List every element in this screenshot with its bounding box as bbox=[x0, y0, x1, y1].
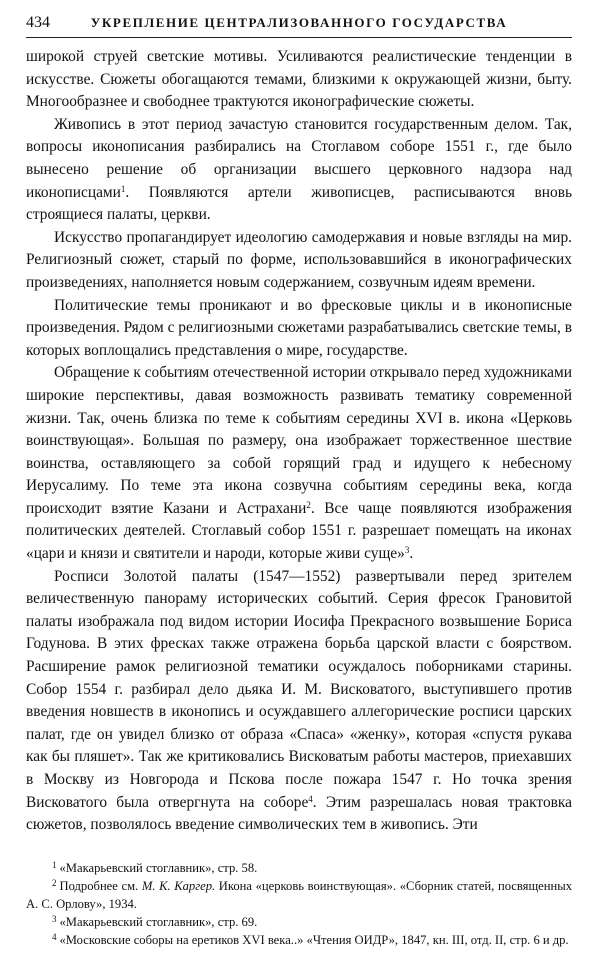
paragraph-5: Обращение к событиям отечественной истории открывало перед художниками широкие перспективы, давая возможность развивать тематику современной жизни. Так, очень близка по теме к событиям середины XVI в. икона «Церковь воинствующая». Большая по размеру, она изображает торжественное шествие воинства, оставляющего за собой горящий град и идущего к небесному Иерусалиму. По теме эта икона созвучна событиям середины века, когда происходит взятие Казани и Астрахани$^2$. Все чаще появляются изображения политических деятелей. Стоглавый собор 1551 г. разрешает помещать на иконах «цари и князи и святители и народи, которые живи суще»$^3$. bbox=[26, 364, 572, 563]
footnote-2: $^2$ Подробнее см. М. К. Каргер. Икона «церковь воинствующая». «Сборник статей, посвященных А. С. Орлову», 1934. bbox=[26, 877, 572, 911]
page-number: 434 bbox=[26, 14, 50, 31]
paragraph-6: Росписи Золотой палаты (1547—1552) развертывали перед зрителем величественную панораму исторических событий. Серия фресок Грановитой палаты изображала под видом истории Иосифа Прекрасного возвышение Бориса Годунова. В этих фресках также отражена борьба царской власти с боярством. Расширение рамок религиозной тематики осуждалось поборниками старины. Собор 1554 г. разбирал дело дьяка И. М. Висковатого, выступившего против введения новшеств в иконопись и осуждавшего аллегорические росписи царских палат, где он увидел близко от образа «Спаса» «женку», которая «спустя рукава как бы пляшет». Так же критиковались Висковатым работы мастеров, приехавших в Москву из Новгорода и Пскова после пожара 1547 г. Но точка зрения Висковатого была отвергнута на соборе$^4$. Этим разрешалась новая трактовка сюжетов, позволялось введение символических тем в живопись. Эти bbox=[26, 567, 572, 834]
footnote-1: $^1$ «Макарьевский стоглавник», стр. 58. bbox=[52, 859, 258, 875]
paragraph-1: широкой струей светские мотивы. Усиливаются реалистические тенденции в искусстве. Сюжеты обогащаются темами, близкими к окружающей жизни, быту. Многообразнее и свободнее трактуются иконографические сюжеты. bbox=[26, 48, 572, 111]
paragraph-4: Политические темы проникают и во фресковые циклы и в иконописные произведения. Рядом с религиозными сюжетами разрабатывались светские темы, в которых воплощались представления о мире, государстве. bbox=[26, 296, 572, 359]
footnotes bbox=[26, 859, 572, 949]
footnote-author: М. К. Каргер. bbox=[141, 878, 216, 893]
running-title: УКРЕПЛЕНИЕ ЦЕНТРАЛИЗОВАННОГО ГОСУДАРСТВА bbox=[90, 15, 508, 30]
footnote-4: $^4$ «Московские соборы на еретиков XVI века..» «Чтения ОИДР», 1847, кн. III, отд. II, стр. 6 и др. bbox=[52, 931, 569, 947]
page-header bbox=[26, 14, 572, 38]
paragraph-3: Искусство пропагандирует идеологию самодержавия и новые взгляды на мир. Религиозный сюжет, старый по форме, использовавшийся в иконографических произведениях, наполняется новым содержанием, созвучным идеям времени. bbox=[26, 228, 572, 291]
footnote-ref-4: 4 bbox=[308, 793, 313, 804]
body-text bbox=[26, 46, 572, 837]
paragraph-2: Живопись в этот период зачастую становится государственным делом. Так, вопросы иконописания разбирались на Стоглавом соборе 1551 г., где было вынесено решение об организации высшего церковного надзора над иконописцами$^1$. Появляются артели живописцев, расписываются вновь строящиеся палаты, церкви. bbox=[26, 115, 572, 224]
footnote-ref-3: 3 bbox=[404, 545, 410, 556]
footnote-ref-1: 1 bbox=[120, 183, 126, 194]
footnote-ref-2: 2 bbox=[306, 499, 311, 510]
footnote-3: $^3$ «Макарьевский стоглавник», стр. 69. bbox=[52, 913, 258, 929]
